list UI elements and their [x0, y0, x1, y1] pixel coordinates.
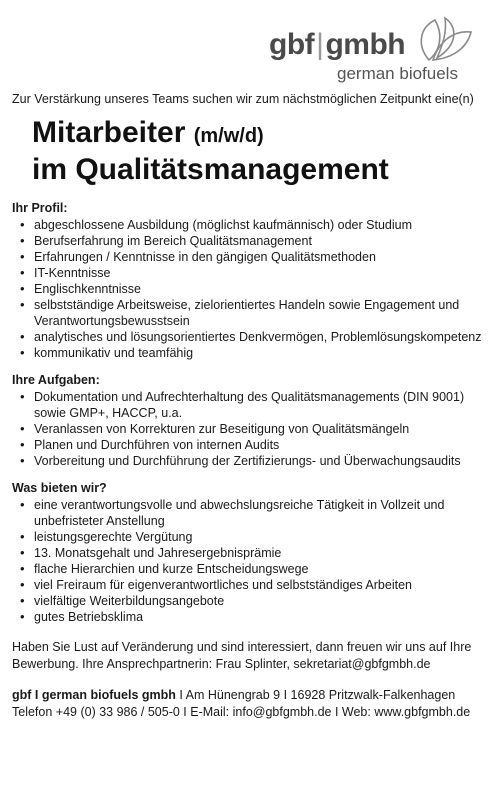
tasks-heading: Ihre Aufgaben:	[12, 373, 100, 387]
logo-separator: |	[316, 28, 324, 61]
job-title-line1: Mitarbeiter	[32, 116, 186, 149]
list-item: • kommunikativ und teamfähig	[12, 345, 482, 361]
list-item: • Planen und Durchführen von internen Audits	[12, 437, 482, 453]
offer-list	[12, 497, 482, 625]
logo-subtitle: german biofuels	[337, 64, 458, 83]
list-item: • selbstständige Arbeitsweise, zielorientiertes Handeln sowie Engagement und Verantwortungsbewusstsein	[12, 297, 482, 329]
list-item: • flache Hierarchien und kurze Entscheidungswege	[12, 561, 482, 577]
tasks-list	[12, 389, 482, 469]
list-item: • eine verantwortungsvolle und abwechslungsreiche Tätigkeit in Vollzeit und unbefristeter Anstellung	[12, 497, 482, 529]
list-item: • Dokumentation und Aufrechterhaltung des Qualitätsmanagements (DIN 9001) sowie GMP+, HACCP, u.a.	[12, 389, 482, 421]
company-logo	[269, 14, 479, 84]
job-title-suffix: (m/w/d)	[193, 125, 264, 147]
footer-contact: Telefon +49 (0) 33 986 / 505-0 I E-Mail: info@gbfgmbh.de I Web: www.gbfgmbh.de	[12, 705, 471, 719]
list-item: • abgeschlossene Ausbildung (möglichst kaufmännisch) oder Studium	[12, 217, 482, 233]
logo-wordmark	[269, 28, 405, 62]
profile-heading: Ihr Profil:	[12, 201, 68, 215]
list-item: • Berufserfahrung im Bereich Qualitätsmanagement	[12, 233, 482, 249]
list-item: • analytisches und lösungsorientiertes Denkvermögen, Problemlösungskompetenz	[12, 329, 482, 345]
list-item: • vielfältige Weiterbildungsangebote	[12, 593, 482, 609]
list-item: • IT-Kenntnisse	[12, 265, 482, 281]
logo-left: gbf	[269, 28, 315, 61]
list-item: • Vorbereitung und Durchführung der Zertifizierungs- und Überwachungsaudits	[12, 453, 482, 469]
list-item: • 13. Monatsgehalt und Jahresergebnisprämie	[12, 545, 482, 561]
job-posting	[12, 92, 482, 721]
profile-list	[12, 217, 482, 361]
closing-text: Haben Sie Lust auf Veränderung und sind interessiert, dann freuen wir uns auf Ihre Bewerbung. Ihre Ansprechpartnerin: Frau Splinter, sekretariat@gbfgmbh.de	[12, 640, 472, 671]
list-item: • viel Freiraum für eigenverantwortliches und selbstständiges Arbeiten	[12, 577, 482, 593]
logo-right: gmbh	[325, 28, 406, 61]
footer	[12, 687, 482, 721]
leaves-icon	[409, 14, 479, 64]
list-item: • leistungsgerechte Vergütung	[12, 529, 482, 545]
list-item: • Englischkenntnisse	[12, 281, 482, 297]
footer-company: gbf I german biofuels gmbh	[12, 688, 176, 702]
list-item: • Veranlassen von Korrekturen zur Beseitigung von Qualitätsmängeln	[12, 421, 482, 437]
job-title	[32, 116, 482, 187]
intro-text: Zur Verstärkung unseres Teams suchen wir zum nächstmöglichen Zeitpunkt eine(n)	[12, 92, 474, 106]
job-title-line2: im Qualitätsmanagement	[32, 153, 389, 186]
list-item: • gutes Betriebsklima	[12, 609, 482, 625]
footer-address: I Am Hünengrab 9 I 16928 Pritzwalk-Falkenhagen	[175, 688, 456, 702]
offer-heading: Was bieten wir?	[12, 481, 107, 495]
list-item: • Erfahrungen / Kenntnisse in den gängigen Qualitätsmethoden	[12, 249, 482, 265]
